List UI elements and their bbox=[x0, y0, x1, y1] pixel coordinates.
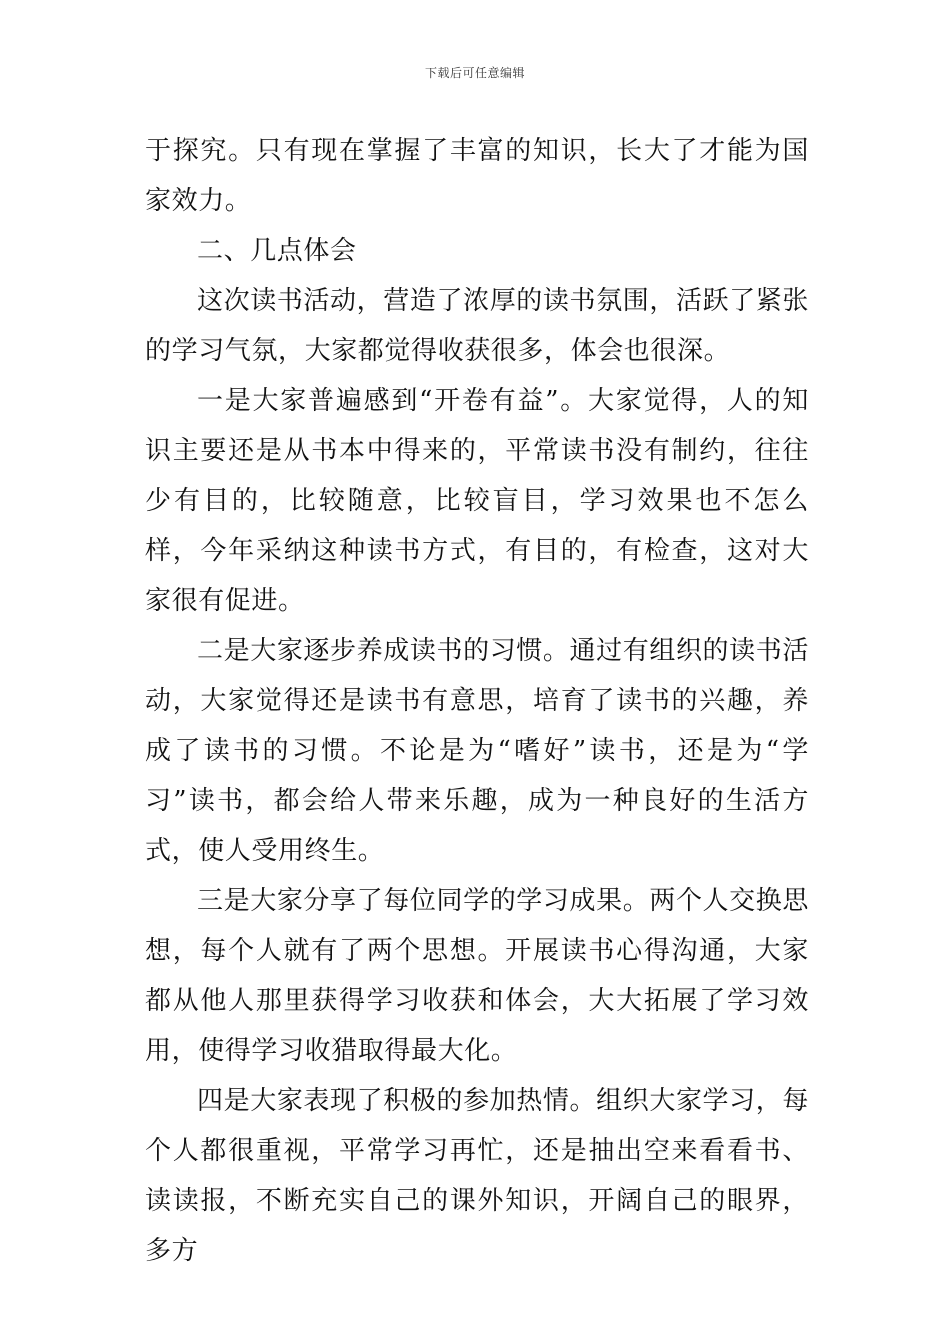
document-body bbox=[145, 126, 809, 1276]
paragraph-point-two: 二是大家逐步养成读书的习惯。通过有组织的读书活动，大家觉得还是读书有意思，培育了读书的兴趣，养成了读书的习惯。不论是为“嗜好”读书，还是为“学习”读书，都会给人带来乐趣，成为一种良好的生活方式，使人受用终生。 bbox=[145, 636, 809, 866]
paragraph-point-four: 四是大家表现了积极的参加热情。组织大家学习，每个人都很重视，平常学习再忙，还是抽出空来看看书、读读报，不断充实自己的课外知识，开阔自己的眼界，多方 bbox=[145, 1086, 809, 1266]
paragraph-intro: 这次读书活动，营造了浓厚的读书氛围，活跃了紧张的学习气氛，大家都觉得收获很多，体会也很深。 bbox=[145, 286, 809, 366]
paragraph-point-three: 三是大家分享了每位同学的学习成果。两个人交换思想，每个人就有了两个思想。开展读书心得沟通，大家都从他人那里获得学习收获和体会，大大拓展了学习效用，使得学习收猎取得最大化。 bbox=[145, 886, 809, 1066]
header-note: 下载后可任意编辑 bbox=[424, 66, 525, 80]
paragraph-continuation: 于探究。只有现在掌握了丰富的知识，长大了才能为国家效力。 bbox=[145, 136, 809, 216]
section-heading: 二、几点体会 bbox=[197, 236, 357, 266]
paragraph-point-one: 一是大家普遍感到“开卷有益”。大家觉得，人的知识主要还是从书本中得来的，平常读书没有制约，往往少有目的，比较随意，比较盲目，学习效果也不怎么样，今年采纳这种读书方式，有目的，有检查，这对大家很有促进。 bbox=[145, 386, 809, 616]
